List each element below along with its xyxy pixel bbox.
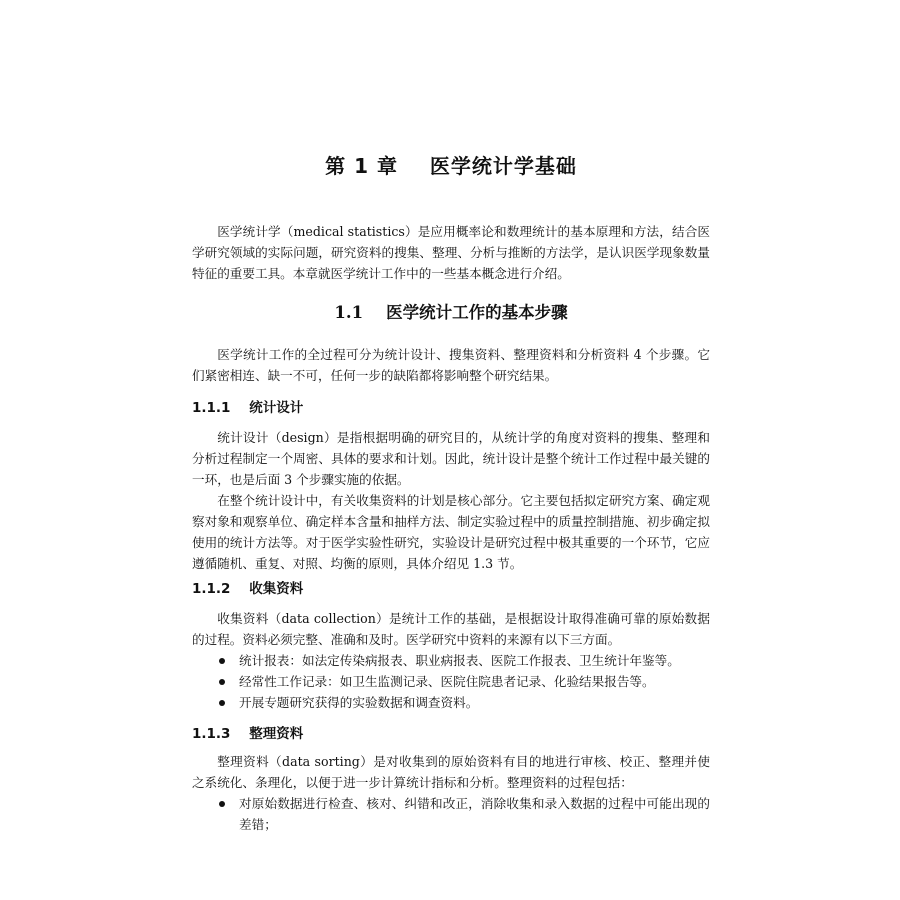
sorting-paragraph: 整理资料（data sorting）是对收集到的原始资料有目的地进行审核、校正、整理并使之系统化、条理化，以便于进一步计算统计指标和分析。整理资料的过程包括： bbox=[192, 754, 710, 790]
list-item-text: 统计报表：如法定传染病报表、职业病报表、医院工作报表、卫生统计年鉴等。 bbox=[239, 653, 680, 668]
list-item-text: 开展专题研究获得的实验数据和调查资料。 bbox=[239, 695, 479, 710]
collection-bullet-list bbox=[192, 650, 710, 713]
bullet-icon bbox=[219, 679, 225, 685]
subsection-title-design: 1.1.1 统计设计 bbox=[192, 400, 304, 416]
collection-paragraph: 收集资料（data collection）是统计工作的基础，是根据设计取得准确可靠的原始数据的过程。资料必须完整、准确和及时。医学研究中资料的来源有以下三方面。 bbox=[192, 611, 710, 647]
design-paragraph-1: 统计设计（design）是指根据明确的研究目的，从统计学的角度对资料的搜集、整理和分析过程制定一个周密、具体的要求和计划。因此，统计设计是整个统计工作过程中最关键的一环，也是后面 3 个步骤实施的依据。 bbox=[192, 430, 710, 487]
bullet-icon bbox=[219, 700, 225, 706]
sorting-bullet-list bbox=[192, 793, 710, 835]
list-item bbox=[192, 650, 710, 671]
list-item-text: 对原始数据进行检查、核对、纠错和改正，消除收集和录入数据的过程中可能出现的差错； bbox=[239, 796, 710, 832]
chapter-title: 第 1 章 医学统计学基础 bbox=[325, 154, 577, 178]
list-item bbox=[192, 692, 710, 713]
list-item-text: 经常性工作记录：如卫生监测记录、医院住院患者记录、化验结果报告等。 bbox=[239, 674, 655, 689]
design-paragraph-2: 在整个统计设计中，有关收集资料的计划是核心部分。它主要包括拟定研究方案、确定观察对象和观察单位、确定样本含量和抽样方法、制定实验过程中的质量控制措施、初步确定拟使用的统计方法等。对于医学实验性研究，实验设计是研究过程中极其重要的一个环节，它应遵循随机、重复、对照、均衡的原则，具体介绍见 1.3 节。 bbox=[192, 493, 710, 571]
bullet-icon bbox=[219, 658, 225, 664]
section-title: 1.1 医学统计工作的基本步骤 bbox=[334, 303, 568, 322]
subsection-title-sorting: 1.1.3 整理资料 bbox=[192, 726, 304, 742]
chapter-intro-paragraph: 医学统计学（medical statistics）是应用概率论和数理统计的基本原理和方法，结合医学研究领域的实际问题，研究资料的搜集、整理、分析与推断的方法学，是认识医学现象数量特征的重要工具。本章就医学统计工作中的一些基本概念进行介绍。 bbox=[192, 224, 710, 281]
list-item bbox=[192, 793, 710, 835]
bullet-icon bbox=[219, 801, 225, 807]
document-page bbox=[192, 0, 710, 900]
list-item bbox=[192, 671, 710, 692]
section-intro-paragraph: 医学统计工作的全过程可分为统计设计、搜集资料、整理资料和分析资料 4 个步骤。它们紧密相连、缺一不可，任何一步的缺陷都将影响整个研究结果。 bbox=[192, 347, 710, 383]
subsection-title-collection: 1.1.2 收集资料 bbox=[192, 581, 304, 597]
